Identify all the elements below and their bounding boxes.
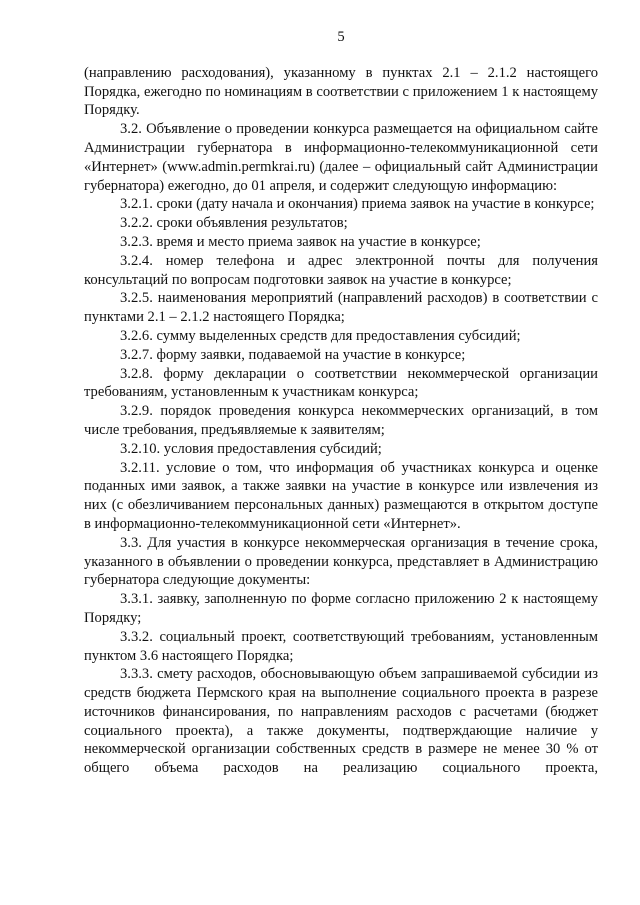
- paragraph-3-3-1: 3.3.1. заявку, заполненную по форме согласно приложению 2 к настоящему Порядку;: [84, 591, 598, 626]
- paragraph-3-3: 3.3. Для участия в конкурсе некоммерческая организация в течение срока, указанного в объявлении о проведении конкурса, представляет в Администрацию губернатора следующие документы:: [84, 534, 598, 589]
- paragraph-3-2-4: 3.2.4. номер телефона и адрес электронной почты для получения консультаций по вопросам подготовки заявок на участие в конкурсе;: [84, 252, 598, 288]
- paragraph-3-2-5: 3.2.5. наименования мероприятий (направлений расходов) в соответствии с пунктами 2.1 – 2.1.2 настоящего Порядка;: [84, 290, 598, 326]
- paragraph-3-2-2: 3.2.2. сроки объявления результатов;: [120, 215, 348, 232]
- paragraph-3-2-11: 3.2.11. условие о том, что информация об участниках конкурса и оценке поданных ими заявок, а также заявки на участие в конкурсе или извлечения из них (с обезличиванием персональных данных) размещаются в открытом доступе в информационно-телекоммуникационной сети «Интернет».: [84, 459, 598, 532]
- paragraph-3-3-3: 3.3.3. смету расходов, обосновывающую объем запрашиваемой субсидии из средств бюджета Пермского края на выполнение социального проекта в разрезе источников финансирования, по направлениям расходов с расчетами (бюджет социального проекта), а также документы, подтверждающие наличие у некоммерческой организации собственных средств в размере не менее 30 % от общего объема расходов на реализацию социального проекта,: [84, 666, 598, 777]
- paragraph-3-2-9: 3.2.9. порядок проведения конкурса некоммерческих организаций, в том числе требования, предъявляемые к заявителям;: [84, 403, 598, 438]
- paragraph-3-2-3: 3.2.3. время и место приема заявок на участие в конкурсе;: [120, 233, 481, 250]
- paragraph-3-2-10: 3.2.10. условия предоставления субсидий;: [120, 440, 382, 457]
- paragraph-3-2-1: 3.2.1. сроки (дату начала и окончания) приема заявок на участие в конкурсе;: [120, 196, 595, 213]
- paragraph-3-3-2: 3.3.2. социальный проект, соответствующий требованиям, установленным пунктом 3.6 настоящего Порядка;: [84, 628, 598, 664]
- paragraph-direction-continuation: (направлению расходования), указанному в пунктах 2.1 – 2.1.2 настоящего Порядка, ежегодно по номинациям в соответствии с приложением 1 к настоящему Порядку.: [84, 64, 598, 119]
- page-number: 5: [337, 29, 345, 45]
- paragraph-3-2-8: 3.2.8. форму декларации о соответствии некоммерческой организации требованиям, установленным к участникам конкурса;: [84, 365, 598, 401]
- paragraph-3-2-6: 3.2.6. сумму выделенных средств для предоставления субсидий;: [120, 327, 521, 344]
- paragraph-3-2-7: 3.2.7. форму заявки, подаваемой на участие в конкурсе;: [120, 346, 466, 363]
- paragraph-3-2: 3.2. Объявление о проведении конкурса размещается на официальном сайте Администрации губернатора в информационно-телекоммуникационной сети «Интернет» (www.admin.permkrai.ru) (далее – официальный сайт Администрации губернатора) ежегодно, до 01 апреля, и содержит следующую информацию:: [84, 121, 598, 194]
